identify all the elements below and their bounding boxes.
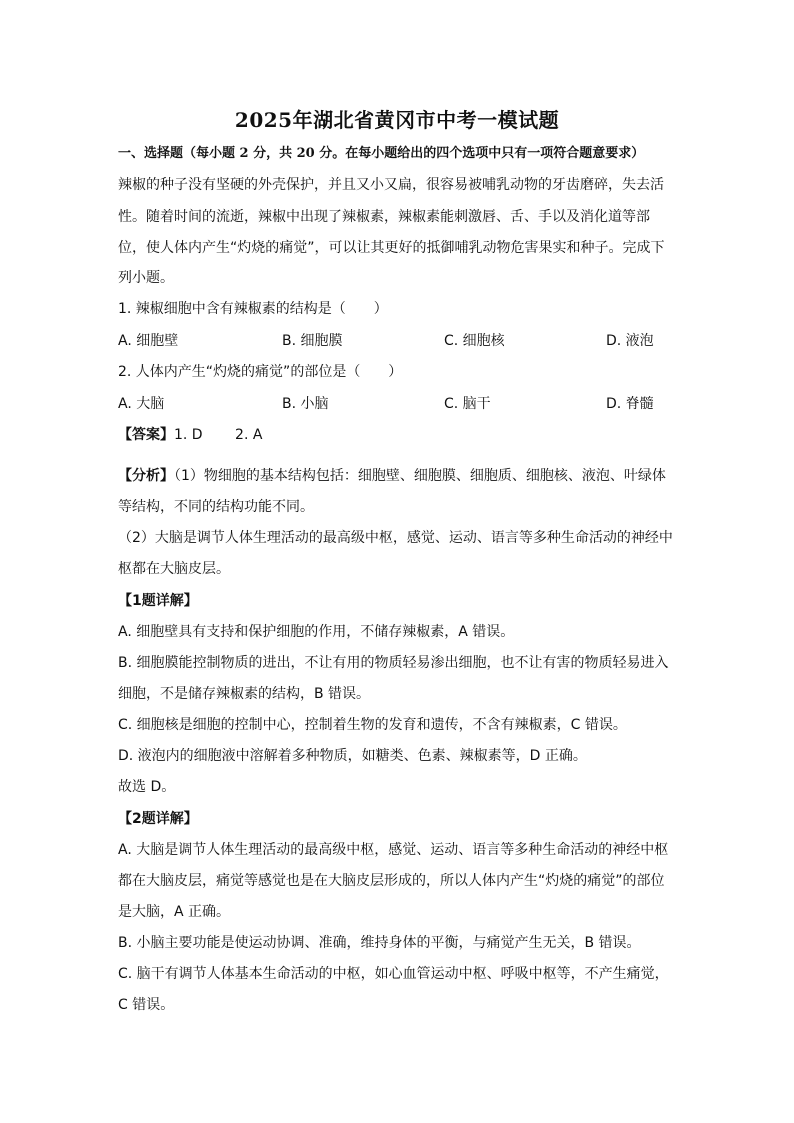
detail-2-line: C. 脑干有调节人体基本生命活动的中枢，如心血管运动中枢、呼吸中枢等，不产生痛觉， [118, 966, 669, 982]
answer-label: 【答案】 [118, 427, 174, 443]
detail-2-line: B. 小脑主要功能是使运动协调、准确，维持身体的平衡，与痛觉产生无关，B 错误。 [118, 935, 641, 951]
analysis-line: （2）大脑是调节人体生理活动的最高级中枢，感觉、运动、语言等多种生命活动的神经中 [118, 530, 673, 546]
question-1-option-c: C. 细胞核 [444, 333, 505, 349]
detail-1-line: C. 细胞核是细胞的控制中心，控制着生物的发育和遗传，不含有辣椒素，C 错误。 [118, 717, 627, 733]
passage-line: 辣椒的种子没有坚硬的外壳保护，并且又小又扁，很容易被哺乳动物的牙齿磨碎，失去活 [118, 177, 664, 193]
section-heading: 一、选择题（每小题 2 分，共 20 分。在每小题给出的四个选项中只有一项符合题意要求） [118, 146, 645, 161]
detail-1-heading: 【1题详解】 [118, 593, 198, 609]
question-2-option-a: A. 大脑 [118, 396, 165, 412]
question-2-option-b: B. 小脑 [282, 396, 329, 412]
passage-line: 位，使人体内产生“灼烧的痛觉”，可以让其更好的抵御哺乳动物危害果实和种子。完成下 [118, 240, 665, 256]
detail-2-line: A. 大脑是调节人体生理活动的最高级中枢，感觉、运动、语言等多种生命活动的神经中枢 [118, 842, 669, 858]
detail-1-line: B. 细胞膜能控制物质的进出，不让有用的物质轻易渗出细胞，也不让有害的物质轻易进入 [118, 655, 669, 671]
page-title: 2025年湖北省黄冈市中考一模试题 [234, 108, 560, 132]
detail-1-line: D. 液泡内的细胞液中溶解着多种物质，如糖类、色素、辣椒素等，D 正确。 [118, 748, 587, 764]
question-2-stem: 2. 人体内产生“灼烧的痛觉”的部位是（ ） [118, 364, 403, 380]
question-2-option-c: C. 脑干 [444, 396, 491, 412]
detail-2-line: 都在大脑皮层，痛觉等感觉也是在大脑皮层形成的，所以人体内产生“灼烧的痛觉”的部位 [118, 873, 665, 889]
question-1-option-d: D. 液泡 [606, 333, 654, 349]
detail-2-line: C 错误。 [118, 997, 175, 1013]
question-1-stem: 1. 辣椒细胞中含有辣椒素的结构是（ ） [118, 301, 388, 317]
analysis-label: 【分析】 [118, 468, 174, 484]
passage-line: 性。随着时间的流逝，辣椒中出现了辣椒素，辣椒素能刺激唇、舌、手以及消化道等部 [118, 209, 650, 225]
analysis-line: 枢都在大脑皮层。 [118, 561, 230, 577]
detail-1-line: 细胞，不是储存辣椒素的结构，B 错误。 [118, 686, 371, 702]
question-1-option-b: B. 细胞膜 [282, 333, 343, 349]
analysis-line [118, 466, 666, 486]
answer-text: 1. D 2. A [174, 427, 263, 443]
question-2-option-d: D. 脊髓 [606, 396, 654, 412]
detail-2-heading: 【2题详解】 [118, 811, 198, 827]
answer-row [118, 425, 262, 445]
question-1-option-a: A. 细胞壁 [118, 333, 179, 349]
analysis-line: 等结构，不同的结构功能不同。 [118, 499, 314, 515]
detail-1-line: A. 细胞壁具有支持和保护细胞的作用，不储存辣椒素，A 错误。 [118, 624, 515, 640]
passage-line: 列小题。 [118, 270, 174, 286]
detail-2-line: 是大脑，A 正确。 [118, 904, 231, 920]
analysis-text: （1）物细胞的基本结构包括：细胞壁、细胞膜、细胞质、细胞核、液泡、叶绿体 [174, 468, 666, 484]
detail-1-line: 故选 D。 [118, 779, 176, 795]
